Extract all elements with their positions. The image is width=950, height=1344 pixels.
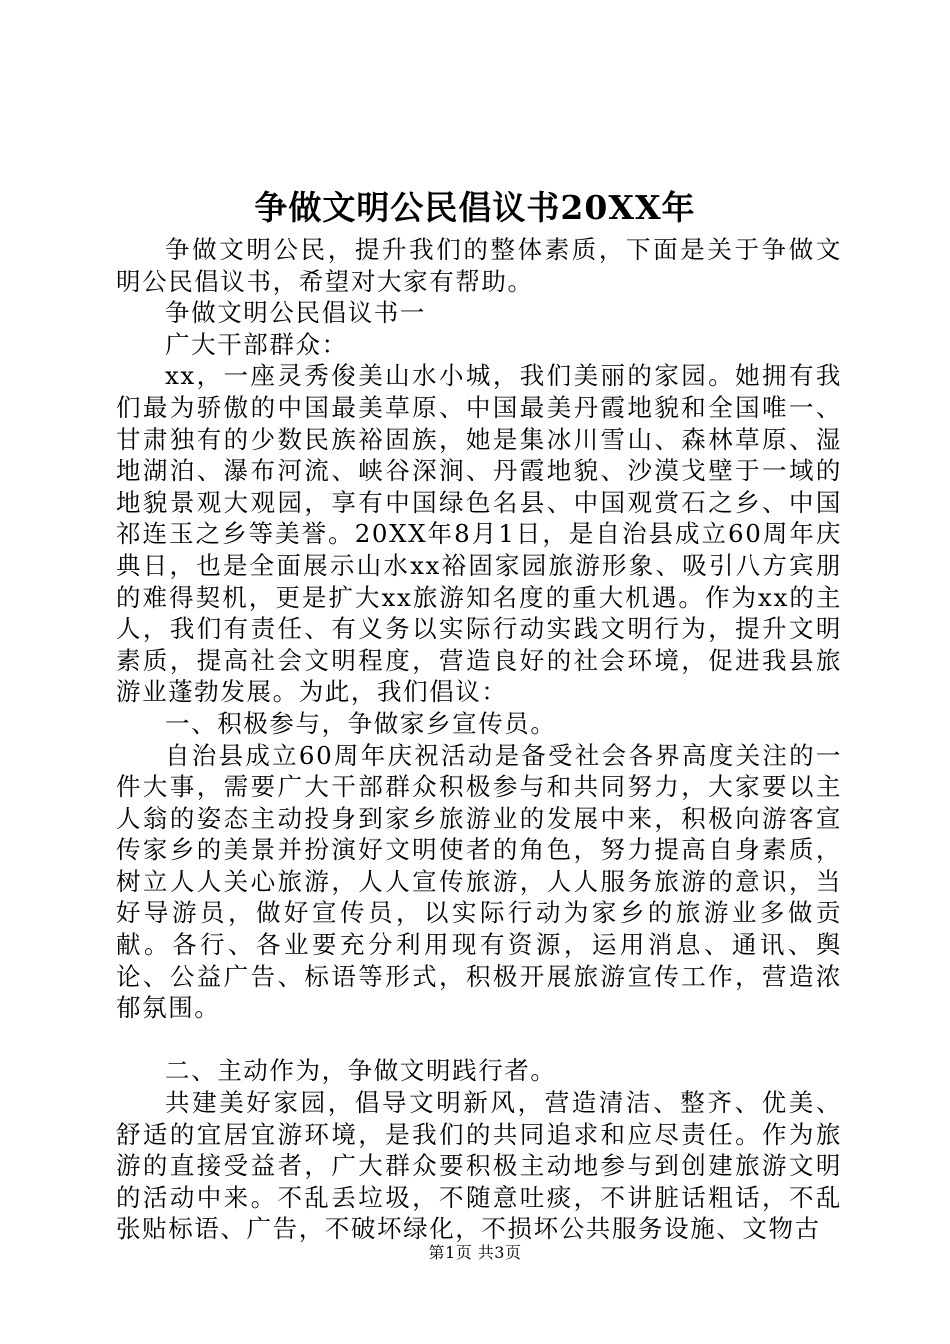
intro-paragraph: 争做文明公民，提升我们的整体素质，下面是关于争做文明公民倡议书，希望对大家有帮助。 — [116, 235, 842, 296]
subheading-one: 一、积极参与，争做家乡宣传员。 — [165, 708, 557, 738]
body-paragraph: 共建美好家园，倡导文明新风，营造清洁、整齐、优美、舒适的宜居宜游环境，是我们的共同追求和应尽责任。作为旅游的直接受益者，广大群众要积极主动地参与到创建旅游文明的活动中来。不乱丢垃圾，不随意吐痰，不讲脏话粗话，不乱张贴标语、广告，不破坏绿化，不损坏公共服务设施、文物古 — [116, 1088, 842, 1244]
section-heading: 争做文明公民倡议书一 — [165, 298, 426, 328]
document-title: 争做文明公民倡议书20XX年 — [254, 188, 696, 227]
subheading-two: 二、主动作为，争做文明践行者。 — [165, 1056, 557, 1086]
body-paragraph: 自治县成立60周年庆祝活动是备受社会各界高度关注的一件大事，需要广大干部群众积极参与和共同努力，大家要以主人翁的姿态主动投身到家乡旅游业的发展中来，积极向游客宣传家乡的美景并扮演好文明使者的角色，努力提高自身素质，树立人人关心旅游，人人宣传旅游，人人服务旅游的意识，当好导游员，做好宣传员，以实际行动为家乡的旅游业多做贡献。各行、各业要充分利用现有资源，运用消息、通讯、舆论、公益广告、标语等形式，积极开展旅游宣传工作，营造浓郁氛围。 — [116, 740, 842, 1023]
salutation: 广大干部群众： — [165, 329, 348, 359]
document-body — [116, 234, 842, 1245]
page-footer: 第1页 共3页 — [428, 1243, 522, 1262]
body-paragraph: xx，一座灵秀俊美山水小城，我们美丽的家园。她拥有我们最为骄傲的中国最美草原、中国最美丹霞地貌和全国唯一、甘肃独有的少数民族裕固族，她是集冰川雪山、森林草原、湿地湖泊、瀑布河流、峡谷深涧、丹霞地貌、沙漠戈壁于一域的地貌景观大观园，享有中国绿色名县、中国观赏石之乡、中国祁连玉之乡等美誉。20XX年8月1日，是自治县成立60周年庆典日，也是全面展示山水xx裕固家园旅游形象、吸引八方宾朋的难得契机，更是扩大xx旅游知名度的重大机遇。作为xx的主人，我们有责任、有义务以实际行动实践文明行为，提升文明素质，提高社会文明程度，营造良好的社会环境，促进我县旅游业蓬勃发展。为此，我们倡议： — [116, 361, 842, 707]
